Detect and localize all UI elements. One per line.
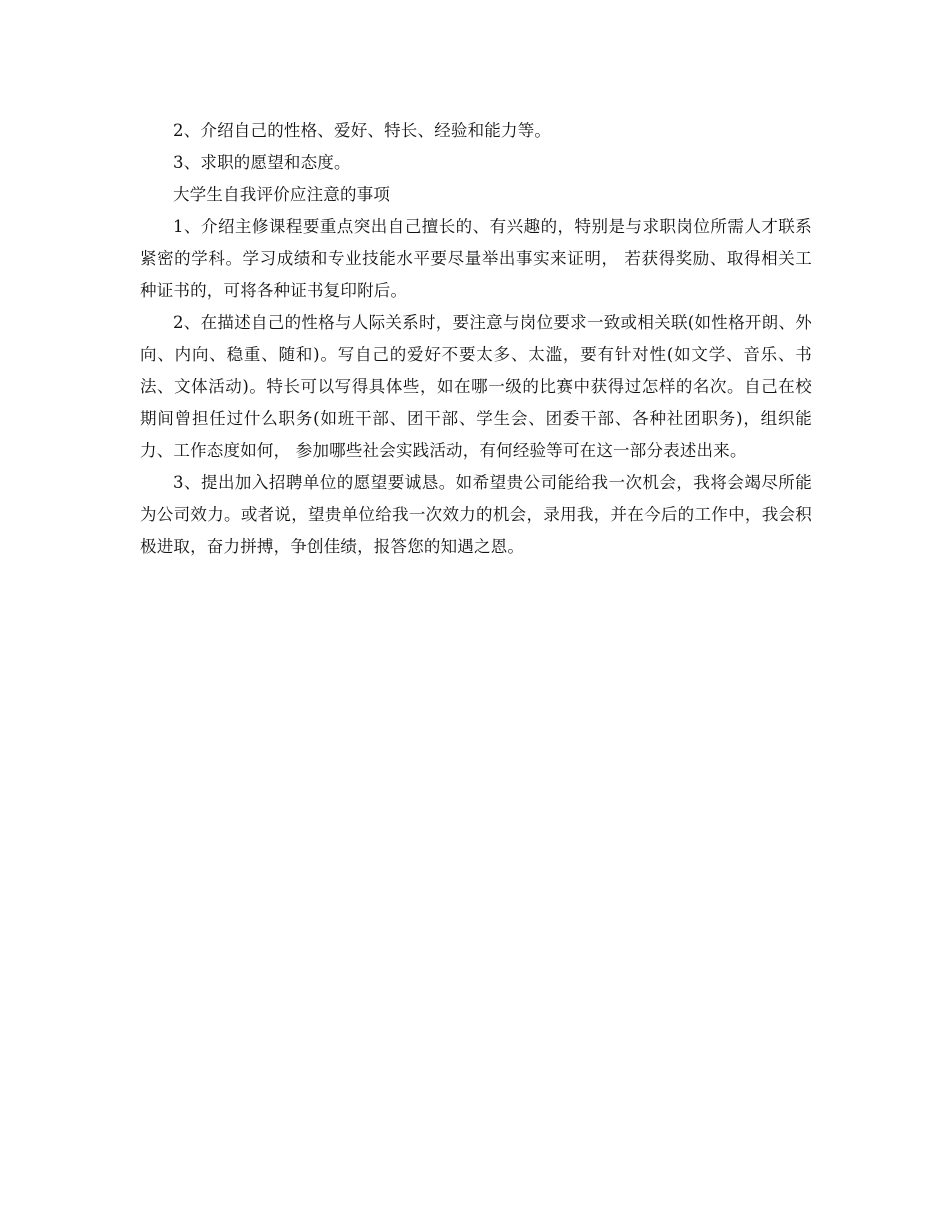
document-body bbox=[140, 115, 812, 563]
section-heading: 大学生自我评价应注意的事项 bbox=[173, 185, 391, 204]
paragraph-intro-personality: 2、介绍自己的性格、爱好、特长、经验和能力等。 bbox=[173, 121, 552, 140]
paragraph-personality-relations: 2、在描述自己的性格与人际关系时，要注意与岗位要求一致或相关联(如性格开朗、外向、内向、稳重、随和)。写自己的爱好不要太多、太滥，要有针对性(如文学、音乐、书法、文体活动)。特长可以写得具体些，如在哪一级的比赛中获得过怎样的名次。自己在校期间曾担任过什么职务(如班干部、团干部、学生会、团委干部、各种社团职务)，组织能力、工作态度如何， 参加哪些社会实践活动，有何经验等可在这一部分表述出来。 bbox=[140, 313, 812, 460]
paragraph-sincere-wish: 3、提出加入招聘单位的愿望要诚恳。如希望贵公司能给我一次机会，我将会竭尽所能为公司效力。或者说，望贵单位给我一次效力的机会，录用我，并在今后的工作中，我会积极进取，奋力拼搏，争创佳绩，报答您的知遇之恩。 bbox=[140, 473, 812, 556]
paragraph-courses: 1、介绍主修课程要重点突出自己擅长的、有兴趣的，特别是与求职岗位所需人才联系紧密的学科。学习成绩和专业技能水平要尽量举出事实来证明， 若获得奖励、取得相关工种证书的，可将各种证书复印附后。 bbox=[140, 217, 812, 300]
paragraph-job-wish: 3、求职的愿望和态度。 bbox=[173, 153, 351, 172]
